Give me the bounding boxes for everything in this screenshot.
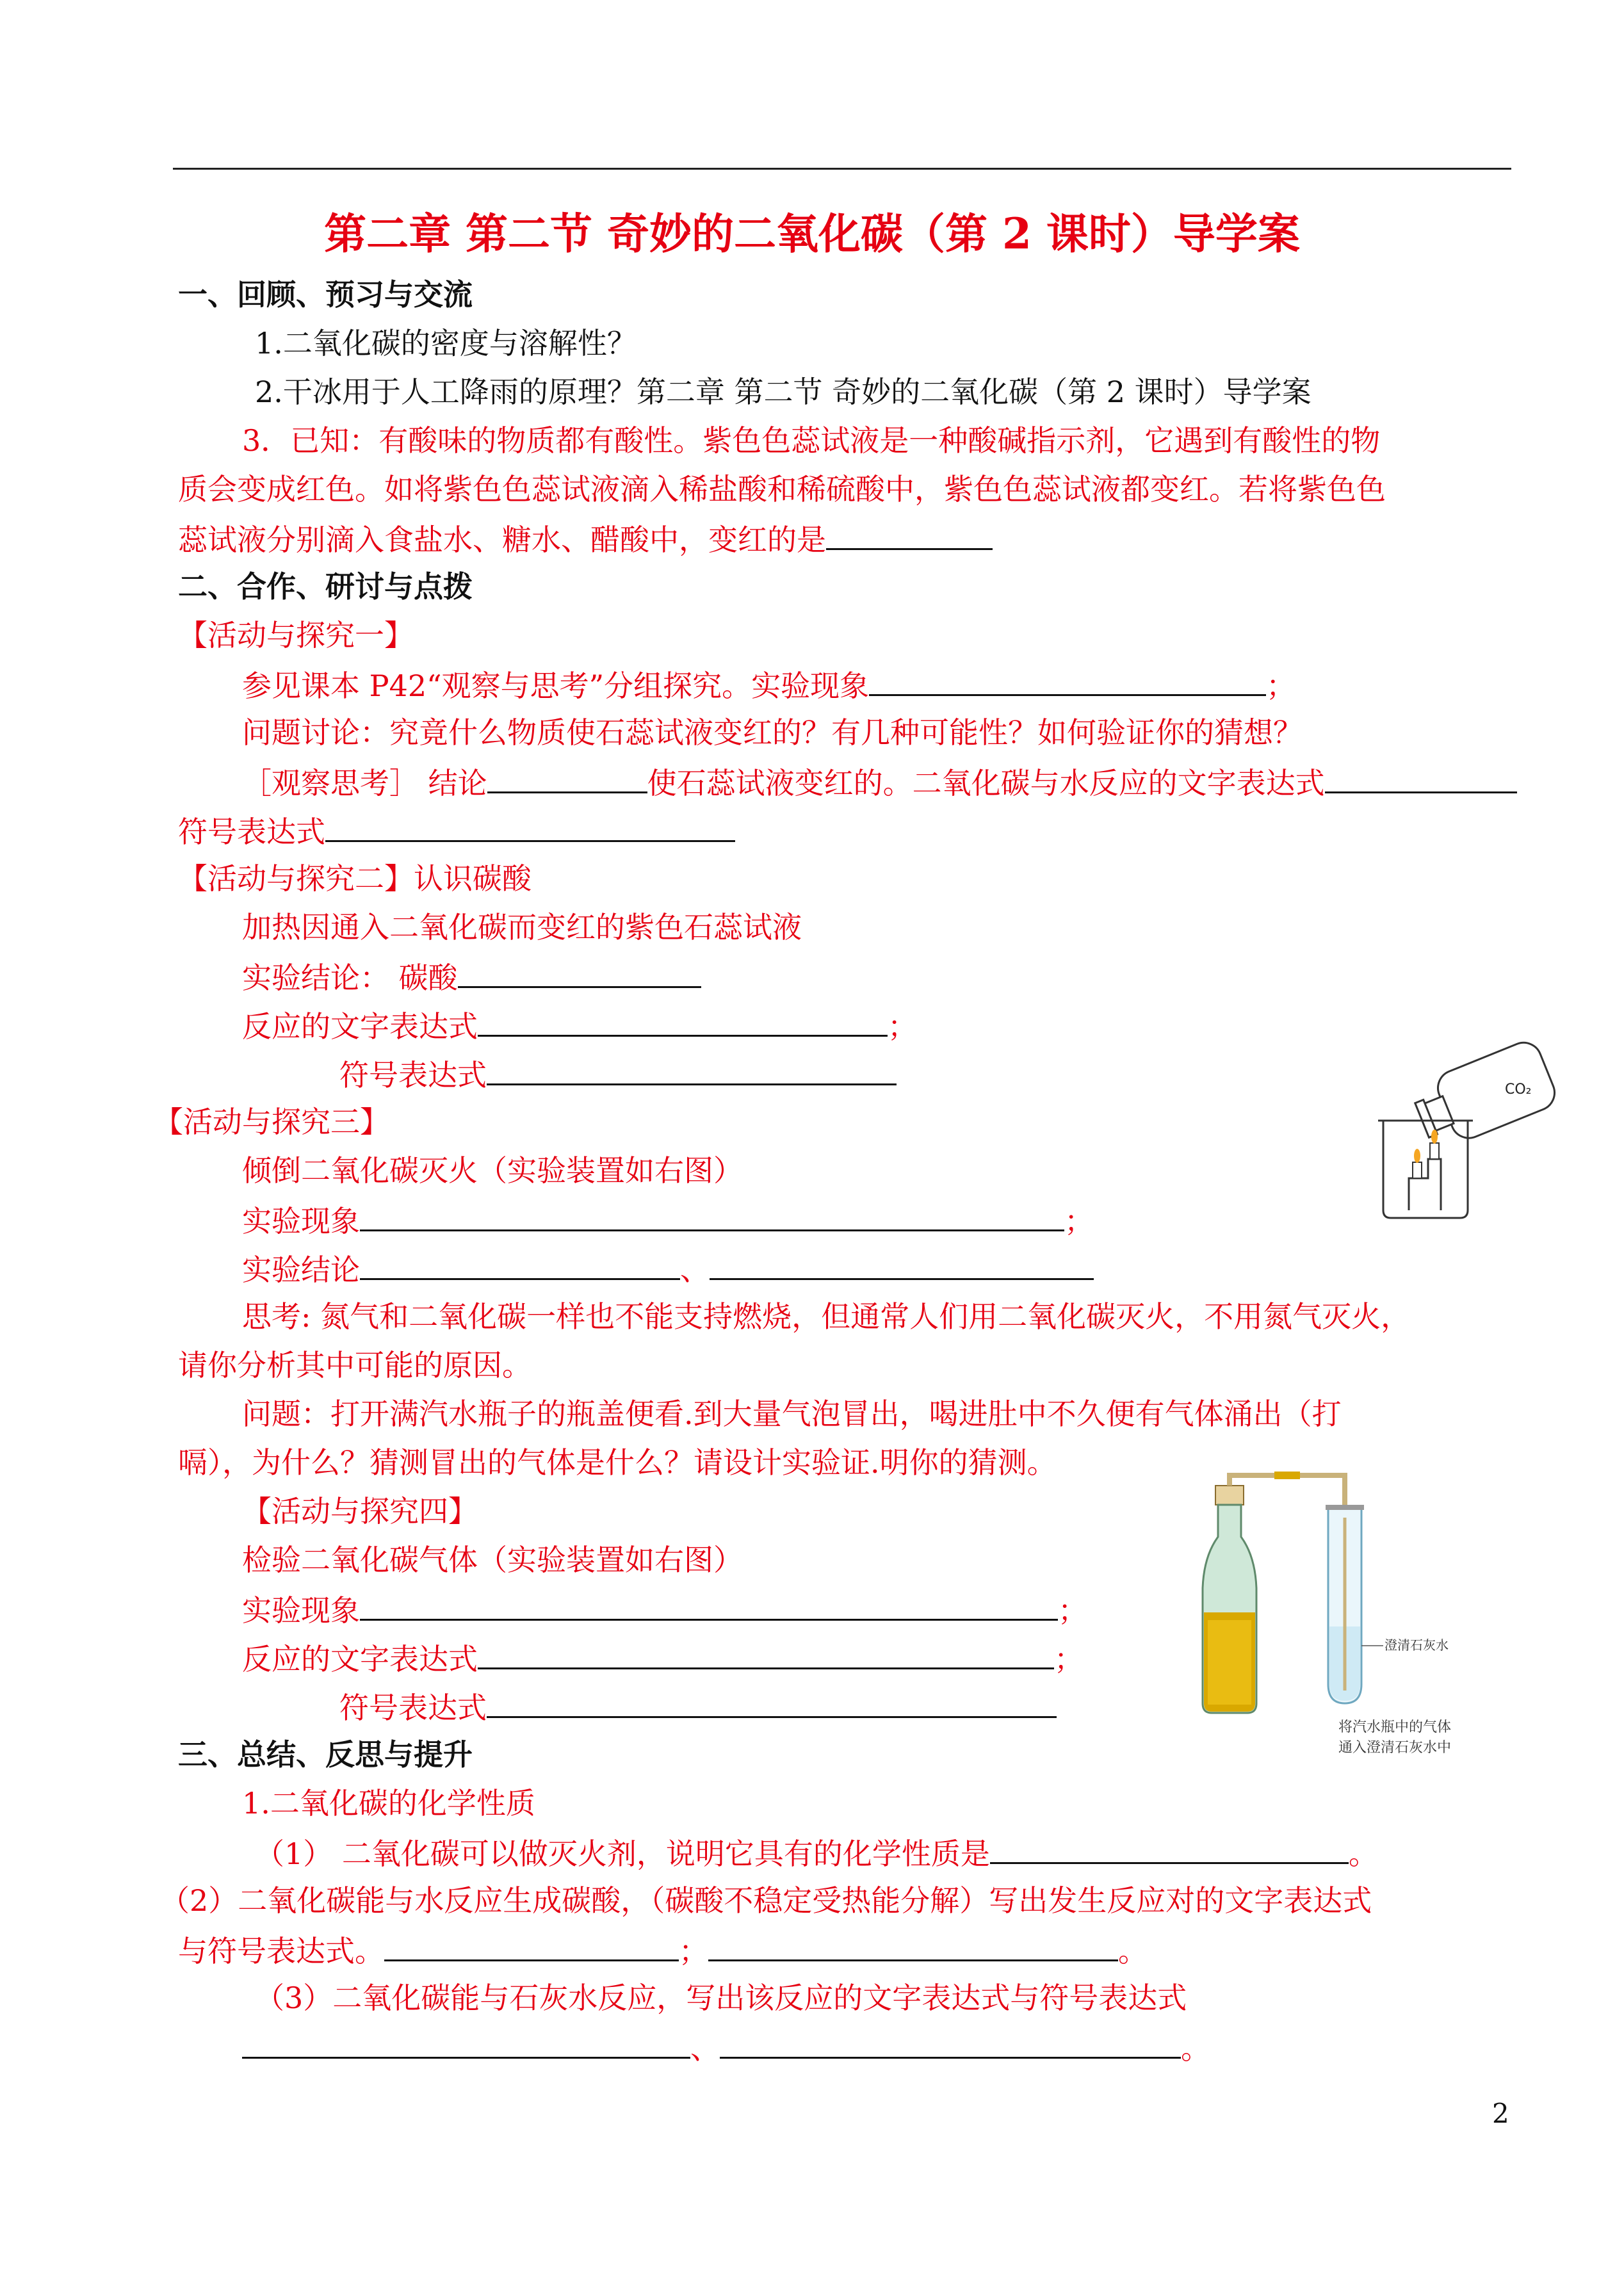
activity1-title: 【活动与探究一】 [178, 618, 414, 653]
activity3-line2 [242, 1200, 1094, 1240]
activity1-line4-text: 符号表达式 [178, 815, 325, 849]
activity1-line3 [242, 762, 1517, 802]
activity1-line3-text-b: 使石蕊试液变红的。二氧化碳与水反应的文字表达式 [647, 766, 1325, 800]
answer-blank[interactable] [826, 519, 993, 550]
figure-caption-line2: 通入澄清石灰水中 [1338, 1740, 1452, 1756]
punctuation: 、 [680, 1253, 710, 1287]
activity2-line3-text: 反应的文字表达式 [242, 1009, 478, 1044]
answer-blank[interactable] [710, 1249, 1094, 1280]
candle-icon [1413, 1162, 1422, 1178]
section1-question-3-line1: 3．已知：有酸味的物质都有酸性。紫色色蕊试液是一种酸碱指示剂，它遇到有酸性的物 [242, 423, 1381, 458]
activity4-line4 [339, 1687, 1057, 1727]
activity3-line1: 倾倒二氧化碳灭火（实验装置如右图） [242, 1153, 743, 1188]
answer-blank[interactable] [487, 1054, 897, 1085]
activity1-line1 [242, 665, 1295, 705]
flame-icon [1431, 1130, 1438, 1144]
answer-blank[interactable] [242, 2027, 690, 2059]
activity4-line3 [242, 1638, 1084, 1678]
answer-blank[interactable] [360, 1200, 1064, 1231]
activity1-line2: 问题讨论：究竟什么物质使石蕊试液变红的？有几种可能性？如何验证你的猜想？ [242, 715, 1303, 750]
punctuation: ； [1266, 669, 1296, 703]
activity2-line4 [339, 1054, 897, 1094]
candle-icon [1430, 1143, 1439, 1159]
flame-icon [1414, 1149, 1420, 1163]
header-rule [173, 168, 1511, 170]
section3-heading: 三、总结、反思与提升 [178, 1737, 473, 1772]
activity1-line1-text: 参见课本 P42“观察与思考”分组探究。实验现象 [242, 669, 870, 703]
answer-blank[interactable] [360, 1249, 680, 1280]
punctuation: 。 [1181, 2031, 1210, 2066]
section3-line4 [178, 1930, 1148, 1970]
answer-blank[interactable] [720, 2027, 1181, 2059]
punctuation: ； [1064, 1204, 1094, 1238]
answer-blank[interactable] [990, 1833, 1349, 1864]
activity3-title: 【活动与探究三】 [154, 1105, 389, 1139]
punctuation: ； [1054, 1642, 1084, 1676]
activity3-think-line1: 思考: 氮气和二氧化碳一样也不能支持燃烧，但通常人们用二氧化碳灭火，不用氮气灭火， [242, 1299, 1411, 1334]
co2-label: CO₂ [1505, 1082, 1532, 1098]
q3-text: 蕊试液分别滴入食盐水、糖水、醋酸中，变红的是 [178, 523, 826, 557]
activity3-question-line2: 嗝），为什么？猜测冒出的气体是什么？请设计实验证.明你的猜测。 [178, 1445, 1057, 1480]
activity3-question-line1: 问题：打开满汽水瓶子的瓶盖便看.到大量气泡冒出，喝进肚中不久便有气体涌出（打 [242, 1397, 1342, 1431]
section3-line5: （3）二氧化碳能与石灰水反应，写出该反应的文字表达式与符号表达式 [255, 1981, 1187, 2015]
answer-blank[interactable] [384, 1930, 679, 1961]
punctuation: 。 [1118, 1934, 1148, 1968]
activity2-line2-text: 实验结论： 碳酸 [242, 961, 458, 995]
section3-line6 [242, 2027, 1210, 2068]
answer-blank[interactable] [478, 1005, 888, 1037]
punctuation: 、 [690, 2031, 720, 2066]
limewater-label: 澄清石灰水 [1384, 1637, 1449, 1653]
section3-line2-text: （1） 二氧化碳可以做灭火剂，说明它具有的化学性质是 [255, 1837, 990, 1871]
activity1-line4 [178, 811, 735, 851]
activity2-line3 [242, 1005, 917, 1046]
activity2-line2 [242, 957, 701, 997]
co2-candle-figure [1370, 1031, 1582, 1223]
activity4-line2-text: 实验现象 [242, 1593, 360, 1628]
beaker-icon [1383, 1121, 1468, 1218]
punctuation: 。 [1348, 1837, 1378, 1871]
page-title: 第二章 第二节 奇妙的二氧化碳（第 2 课时）导学案 [324, 209, 1300, 259]
punctuation: ； [679, 1934, 708, 1968]
answer-blank[interactable] [487, 762, 647, 793]
section3-line4-text: 与符号表达式。 [178, 1934, 384, 1968]
answer-blank[interactable] [458, 957, 701, 988]
section3-line3: （2）二氧化碳能与水反应生成碳酸，（碳酸不稳定受热能分解）写出发生反应对的文字表达式 [160, 1883, 1372, 1918]
activity4-line3-text: 反应的文字表达式 [242, 1642, 478, 1676]
answer-blank[interactable] [487, 1687, 1057, 1718]
section1-question-2: 2.干冰用于人工降雨的原理？第二章 第二节 奇妙的二氧化碳（第 2 课时）导学案 [255, 375, 1311, 409]
soda-limewater-figure [1165, 1466, 1473, 1748]
answer-blank[interactable] [869, 665, 1266, 696]
section1-heading: 一、回顾、预习与交流 [178, 277, 473, 312]
activity1-line3-text-a: ［观察思考］ 结论 [242, 766, 487, 800]
answer-blank[interactable] [478, 1638, 1054, 1669]
section1-question-1: 1.二氧化碳的密度与溶解性？ [255, 326, 637, 361]
soda-bottle-icon [1203, 1486, 1256, 1713]
answer-blank[interactable] [325, 811, 735, 842]
page-number: 2 [1492, 2098, 1509, 2129]
activity4-line4-text: 符号表达式 [339, 1691, 487, 1725]
answer-blank[interactable] [1325, 762, 1517, 793]
activity2-line1: 加热因通入二氧化碳而变红的紫色石蕊试液 [242, 910, 802, 945]
activity2-title: 【活动与探究二】认识碳酸 [178, 861, 532, 896]
activity3-line3-text: 实验结论 [242, 1253, 360, 1287]
section3-line1: 1.二氧化碳的化学性质 [242, 1786, 535, 1821]
activity3-line3 [242, 1249, 1094, 1289]
test-tube-icon [1326, 1505, 1364, 1703]
section1-question-3-line3 [178, 519, 993, 559]
answer-blank[interactable] [360, 1589, 1058, 1621]
activity3-think-line2: 请你分析其中可能的原因。 [178, 1348, 532, 1383]
section1-question-3-line2: 质会变成红色。如将紫色色蕊试液滴入稀盐酸和稀硫酸中，紫色色蕊试液都变红。若将紫色色 [178, 472, 1386, 507]
activity4-line1: 检验二氧化碳气体（实验装置如右图） [242, 1543, 743, 1577]
section3-line2 [255, 1833, 1378, 1873]
punctuation: ； [1058, 1593, 1087, 1628]
activity4-title: 【活动与探究四】 [242, 1494, 478, 1529]
section2-heading: 二、合作、研讨与点拨 [178, 569, 473, 604]
figure-caption-line1: 将汽水瓶中的气体 [1338, 1719, 1452, 1735]
activity4-line2 [242, 1589, 1087, 1630]
activity2-line4-text: 符号表达式 [339, 1058, 487, 1092]
answer-blank[interactable] [708, 1930, 1118, 1961]
punctuation: ； [888, 1009, 917, 1044]
activity3-line2-text: 实验现象 [242, 1204, 360, 1238]
